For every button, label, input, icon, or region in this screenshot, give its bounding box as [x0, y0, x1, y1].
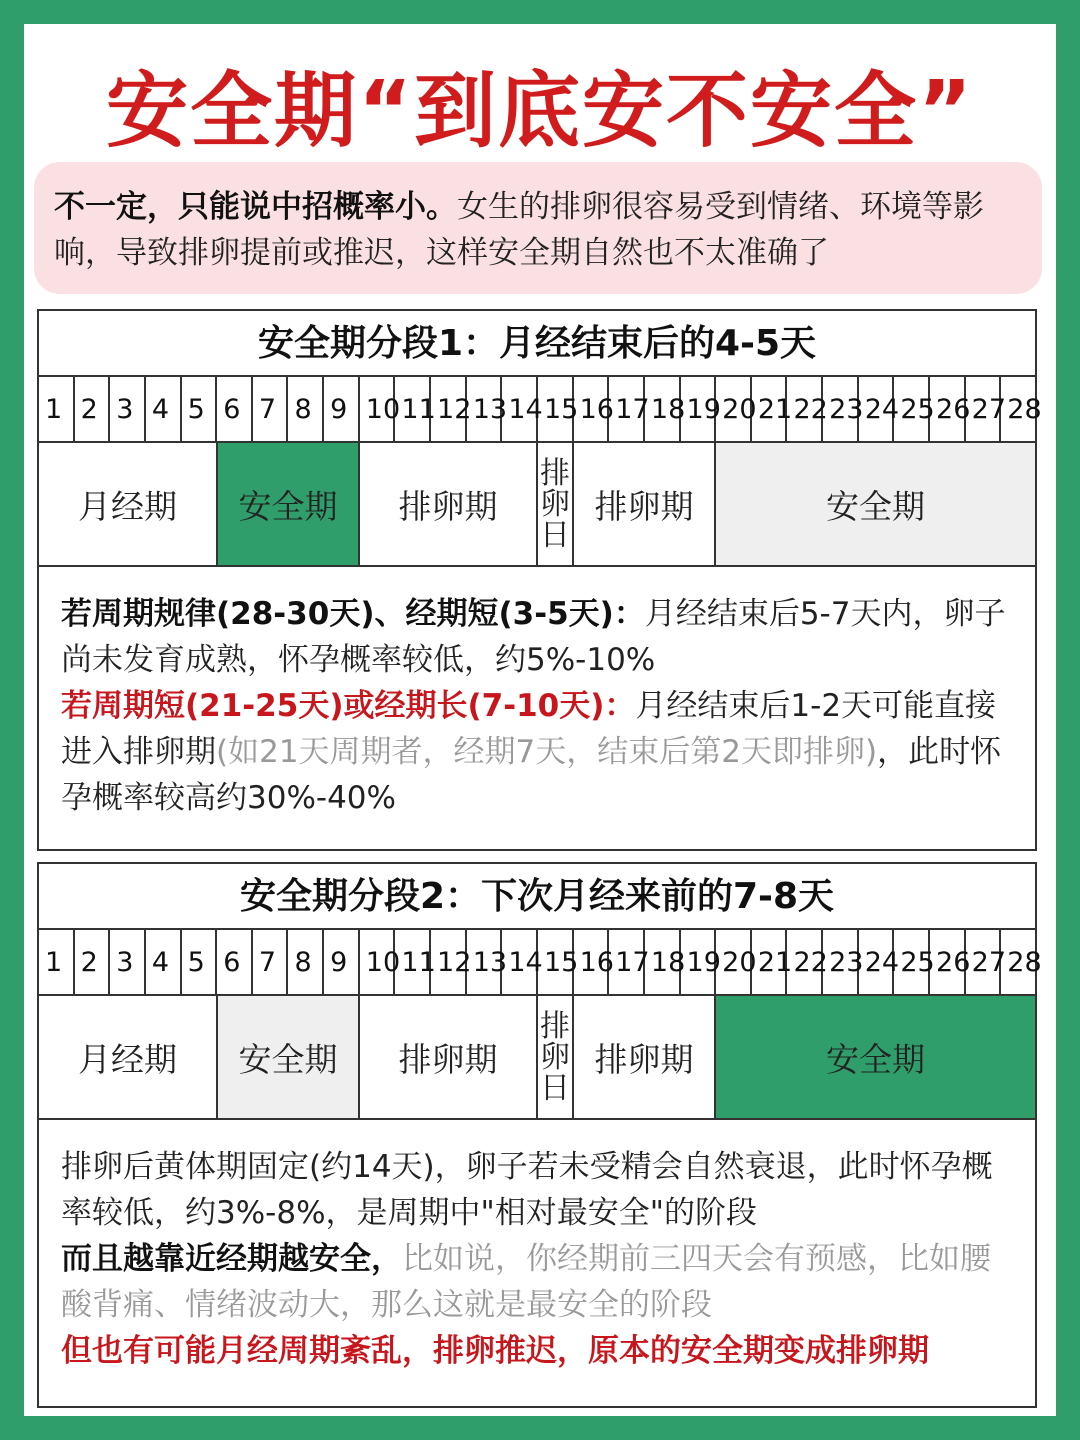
day-cell: 14	[502, 377, 538, 441]
day-cell: 25	[894, 930, 930, 994]
day-cell: 18	[645, 930, 681, 994]
phase-menstrual: 月经期	[39, 996, 218, 1118]
section-2	[37, 862, 1042, 1408]
day-cell: 1	[39, 930, 75, 994]
day-cell: 5	[182, 930, 218, 994]
phase-ovulation-day	[538, 443, 574, 565]
day-cell: 22	[787, 930, 823, 994]
intro-text: 女生的排卵很容易受到情绪、环境等影响，导致排卵提前或推迟，这样安全期自然也不太准确了	[54, 189, 984, 271]
section-2-description	[39, 1120, 1035, 1374]
ovulation-day-char: 排	[540, 1008, 570, 1044]
poster	[24, 24, 1056, 1416]
day-row-1	[39, 377, 1042, 443]
phase-ovulation-post: 排卵期	[574, 443, 716, 565]
day-cell: 2	[75, 377, 111, 441]
phase-ovulation-pre: 排卵期	[360, 443, 538, 565]
ovulation-day-char: 日	[540, 1070, 570, 1106]
day-cell: 1	[39, 377, 75, 441]
day-cell: 26	[930, 930, 966, 994]
section-1-description	[39, 567, 1035, 821]
phase-safe-early: 安全期	[218, 996, 360, 1118]
s1-p1-text: 月经结束后5-7天内，卵子尚未发育成熟，怀孕概率较低，约5%-10%	[61, 596, 1006, 678]
day-cell: 7	[253, 930, 289, 994]
s2-p2-bold: 而且越靠近经期越安全，	[61, 1241, 402, 1277]
day-cell: 25	[894, 377, 930, 441]
day-cell: 7	[253, 377, 289, 441]
day-cell: 17	[609, 930, 645, 994]
day-cell: 19	[681, 930, 717, 994]
day-cell: 20	[716, 377, 752, 441]
day-cell: 21	[752, 377, 788, 441]
day-cell: 4	[146, 377, 182, 441]
day-cell: 24	[859, 377, 895, 441]
day-cell: 8	[288, 377, 324, 441]
day-cell: 16	[574, 930, 610, 994]
day-cell: 21	[752, 930, 788, 994]
day-cell: 15	[538, 377, 574, 441]
day-cell: 19	[681, 377, 717, 441]
s1-p2-red: 若周期短(21-25天)或经期长(7-10天)：	[61, 688, 636, 724]
day-cell: 6	[217, 377, 253, 441]
day-cell: 10	[360, 377, 396, 441]
day-cell: 23	[823, 930, 859, 994]
day-cell: 3	[110, 930, 146, 994]
day-cell: 20	[716, 930, 752, 994]
day-cell: 26	[930, 377, 966, 441]
ovulation-day-char: 排	[540, 455, 570, 491]
day-cell: 4	[146, 930, 182, 994]
day-cell: 2	[75, 930, 111, 994]
ovulation-day-char: 卵	[540, 486, 570, 522]
day-cell: 10	[360, 930, 396, 994]
s1-p2-text: 月经结束后1-2天可能直接进入排卵期	[61, 688, 997, 770]
phase-ovulation-day	[538, 996, 574, 1118]
intro-box	[34, 162, 1042, 294]
intro-bold: 不一定，只能说中招概率小。	[54, 189, 457, 225]
s1-p1-bold: 若周期规律(28-30天)、经期短(3-5天)：	[61, 596, 645, 632]
day-cell: 3	[110, 377, 146, 441]
day-cell: 13	[467, 930, 503, 994]
day-cell: 11	[395, 377, 431, 441]
phase-safe-early: 安全期	[218, 443, 360, 565]
day-cell: 18	[645, 377, 681, 441]
phase-row-1	[39, 443, 1035, 567]
day-cell: 15	[538, 930, 574, 994]
day-cell: 23	[823, 377, 859, 441]
day-cell: 9	[324, 377, 360, 441]
phase-menstrual: 月经期	[39, 443, 218, 565]
s1-p2-tail: ，此时怀孕概率较高约30%-40%	[61, 734, 1002, 816]
section-2-title: 安全期分段2：下次月经来前的7-8天	[39, 864, 1035, 930]
s1-p2-muted: (如21天周期者，经期7天，结束后第2天即排卵)	[216, 734, 878, 770]
day-cell: 28	[1007, 947, 1042, 978]
ovulation-day-char: 日	[540, 517, 570, 553]
s2-p1-text: 排卵后黄体期固定(约14天)，卵子若未受精会自然衰退，此时怀孕概率较低，约3%-8%，是周期中"相对最安全"的阶段	[61, 1149, 993, 1231]
day-row-2	[39, 930, 1042, 996]
day-cell: 22	[787, 377, 823, 441]
day-cell: 12	[431, 377, 467, 441]
s2-p3-red: 但也有可能月经周期紊乱，排卵推迟，原本的安全期变成排卵期	[61, 1333, 929, 1369]
day-cell: 13	[467, 377, 503, 441]
section-1-title: 安全期分段1：月经结束后的4-5天	[39, 311, 1035, 377]
s2-p2-muted: 比如说，你经期前三四天会有预感，比如腰酸背痛、情绪波动大，那么这就是最安全的阶段	[61, 1241, 991, 1323]
day-cell: 16	[574, 377, 610, 441]
day-cell: 14	[502, 930, 538, 994]
day-cell: 8	[288, 930, 324, 994]
day-cell: 17	[609, 377, 645, 441]
day-cell: 27	[966, 930, 1002, 994]
day-cell: 28	[1007, 394, 1042, 425]
page-title: 安全期“到底安不安全”	[106, 64, 974, 159]
day-cell: 27	[966, 377, 1002, 441]
phase-row-2	[39, 996, 1035, 1120]
day-cell: 11	[395, 930, 431, 994]
day-cell: 12	[431, 930, 467, 994]
ovulation-day-char: 卵	[540, 1039, 570, 1075]
day-cell: 9	[324, 930, 360, 994]
phase-safe-late: 安全期	[716, 443, 1035, 565]
phase-ovulation-post: 排卵期	[574, 996, 716, 1118]
phase-ovulation-pre: 排卵期	[360, 996, 538, 1118]
day-cell: 5	[182, 377, 218, 441]
section-1	[37, 309, 1042, 851]
day-cell: 24	[859, 930, 895, 994]
day-cell: 6	[217, 930, 253, 994]
phase-safe-late: 安全期	[716, 996, 1035, 1118]
